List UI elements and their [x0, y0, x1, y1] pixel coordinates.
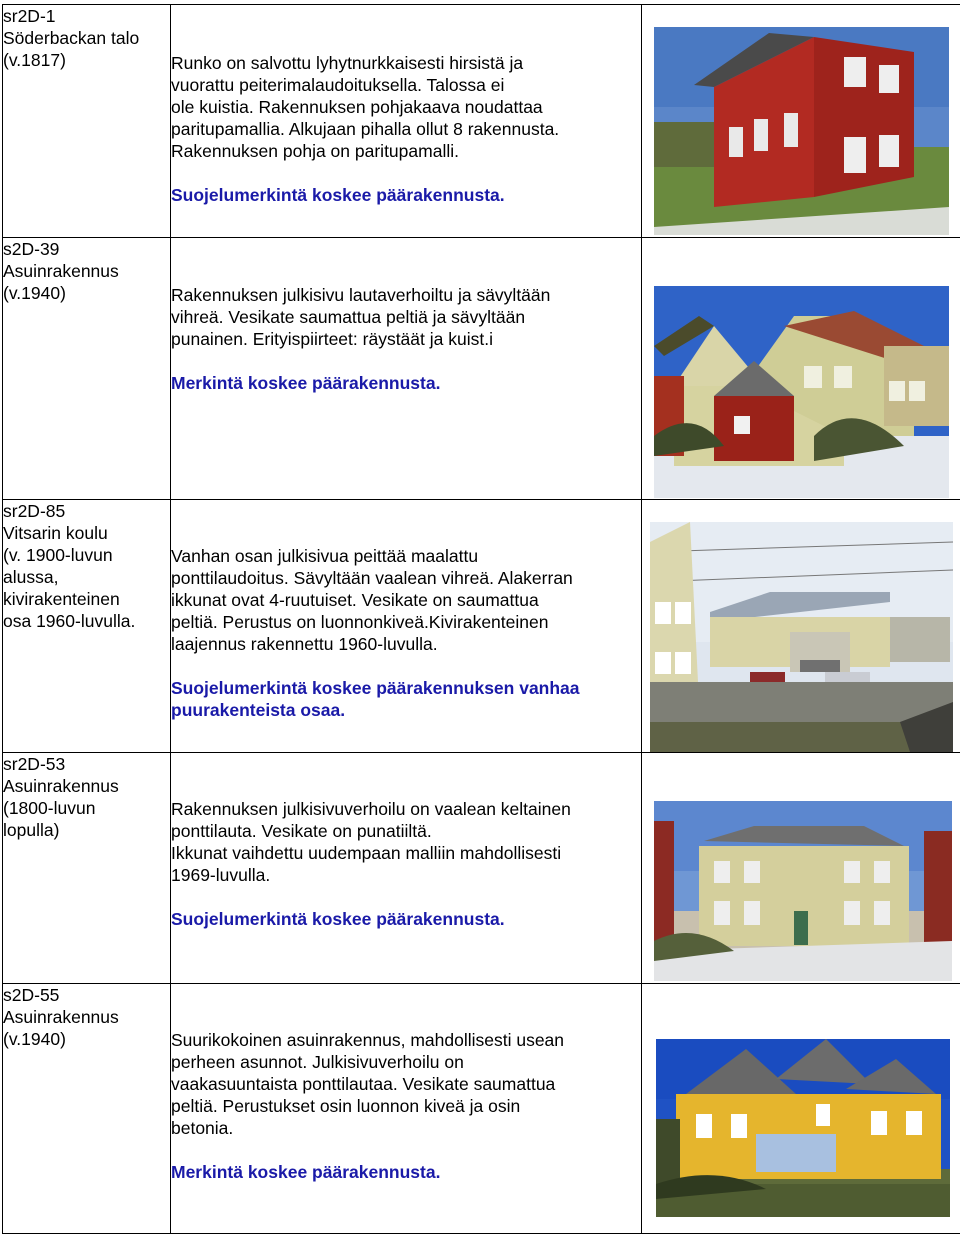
protection-notice: Merkintä koskee päärakennusta. [171, 1162, 441, 1182]
description-line: Suurikokoinen asuinrakennus, mahdollisesti usean [171, 1030, 565, 1050]
description-cell [171, 500, 642, 753]
building-year: lopulla) [3, 820, 60, 840]
protection-notice: Suojelumerkintä koskee päärakennusta. [171, 909, 505, 929]
protection-notice: puurakenteista osaa. [171, 700, 346, 720]
protection-notice: Merkintä koskee päärakennusta. [171, 373, 441, 393]
building-id-cell [3, 753, 171, 984]
photo-cell [642, 500, 960, 753]
building-year: (1800-luvun [3, 798, 96, 818]
yellow-house-photo [656, 1039, 950, 1217]
building-year: (v.1940) [3, 1029, 66, 1049]
building-name: Söderbackan talo [3, 28, 140, 48]
building-year: (v.1940) [3, 283, 66, 303]
description-line: betonia. [171, 1118, 234, 1138]
description-line: Runko on salvottu lyhytnurkkaisesti hirsistä ja [171, 53, 524, 73]
building-id-cell [3, 5, 171, 238]
description-cell [171, 984, 642, 1234]
building-name: Asuinrakennus [3, 776, 119, 796]
building-year: kivirakenteinen [3, 589, 120, 609]
building-id-cell [3, 500, 171, 753]
table-row [3, 753, 960, 984]
building-code: sr2D-53 [3, 754, 66, 774]
description-line: paritupamallia. Alkujaan pihalla ollut 8 rakennusta. [171, 119, 560, 139]
building-year: (v. 1900-luvun [3, 545, 113, 565]
building-year: alussa, [3, 567, 59, 587]
description-line: ponttilauta. Vesikate on punatiiltä. [171, 821, 432, 841]
description-cell [171, 238, 642, 500]
green-house-with-red-shed-photo [654, 286, 949, 498]
photo-cell [642, 238, 960, 500]
protection-notice: Suojelumerkintä koskee päärakennuksen vanhaa [171, 678, 580, 698]
description-cell [171, 5, 642, 238]
building-code: s2D-55 [3, 985, 60, 1005]
description-line: perheen asunnot. Julkisivuverhoilu on [171, 1052, 464, 1072]
table-row [3, 5, 960, 238]
school-building-photo [650, 522, 953, 752]
description-line: peltiä. Perustus on luonnonkiveä.Kivirakenteinen [171, 612, 549, 632]
table-row [3, 500, 960, 753]
description-cell [171, 753, 642, 984]
red-wooden-house-photo [654, 27, 949, 235]
description-line: Vanhan osan julkisivua peittää maalattu [171, 546, 479, 566]
photo-cell [642, 753, 960, 984]
description-line: ikkunat ovat 4-ruutuiset. Vesikate on saumattua [171, 590, 539, 610]
protection-notice: Suojelumerkintä koskee päärakennusta. [171, 185, 505, 205]
building-year: osa 1960-luvulla. [3, 611, 136, 631]
description-line: 1969-luvulla. [171, 865, 271, 885]
building-year: (v.1817) [3, 50, 66, 70]
building-name: Asuinrakennus [3, 1007, 119, 1027]
description-line: vihreä. Vesikate saumattua peltiä ja sävyltään [171, 307, 526, 327]
description-line: Rakennuksen pohja on paritupamalli. [171, 141, 459, 161]
building-id-cell [3, 984, 171, 1234]
description-line: peltiä. Perustukset osin luonnon kiveä ja osin [171, 1096, 521, 1116]
photo-cell [642, 984, 960, 1234]
description-line: ponttilaudoitus. Sävyltään vaalean vihreä. Alakerran [171, 568, 573, 588]
description-line: Rakennuksen julkisivuverhoilu on vaalean keltainen [171, 799, 571, 819]
building-code: s2D-39 [3, 239, 60, 259]
building-code: sr2D-85 [3, 501, 66, 521]
building-name: Vitsarin koulu [3, 523, 108, 543]
table-row [3, 238, 960, 500]
table-row [3, 984, 960, 1234]
photo-cell [642, 5, 960, 238]
description-line: ole kuistia. Rakennuksen pohjakaava noudattaa [171, 97, 543, 117]
description-line: vaakasuuntaista ponttilautaa. Vesikate saumattua [171, 1074, 556, 1094]
building-name: Asuinrakennus [3, 261, 119, 281]
description-line: punainen. Erityispiirteet: räystäät ja kuist.i [171, 329, 493, 349]
building-id-cell [3, 238, 171, 500]
description-line: Rakennuksen julkisivu lautaverhoiltu ja sävyltään [171, 285, 551, 305]
inventory-table [2, 4, 960, 1234]
description-line: Ikkunat vaihdettu uudempaan malliin mahdollisesti [171, 843, 562, 863]
building-code: sr2D-1 [3, 6, 56, 26]
description-line: vuorattu peiterimalaudoituksella. Talossa ei [171, 75, 505, 95]
description-line: laajennus rakennettu 1960-luvulla. [171, 634, 438, 654]
pale-yellow-house-photo [654, 801, 952, 981]
